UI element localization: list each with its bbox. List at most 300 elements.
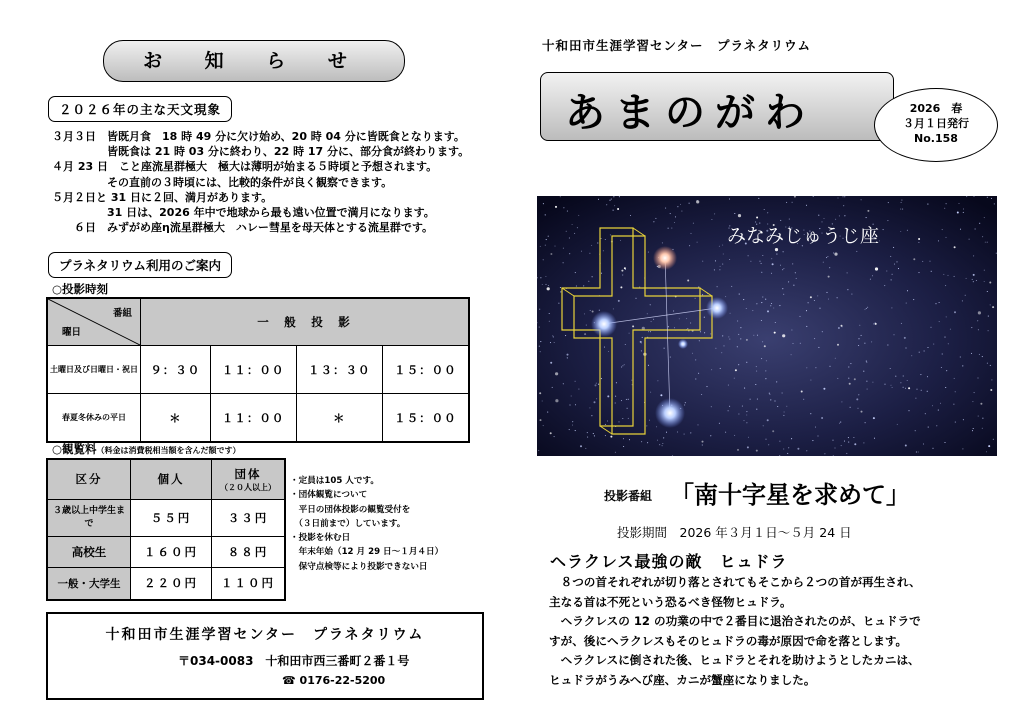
background-star bbox=[990, 389, 992, 391]
background-star bbox=[728, 410, 729, 411]
background-star bbox=[742, 406, 743, 407]
background-star bbox=[844, 215, 845, 216]
background-star bbox=[675, 216, 676, 217]
background-star bbox=[988, 316, 989, 317]
background-star bbox=[680, 204, 681, 205]
background-star bbox=[866, 381, 867, 382]
background-star bbox=[629, 439, 630, 440]
background-star bbox=[891, 279, 892, 280]
background-star bbox=[984, 281, 985, 282]
background-star bbox=[835, 219, 836, 220]
story-line: すが、後にヘラクレスもそのヒュドラの毒が原因で命を落とします。 bbox=[549, 633, 908, 648]
background-star bbox=[613, 196, 614, 197]
background-star bbox=[940, 403, 941, 404]
background-star bbox=[729, 406, 730, 407]
background-star bbox=[833, 252, 834, 253]
astronomy-section-heading: ２０２６年の主な天文現象 bbox=[48, 96, 232, 122]
background-star bbox=[827, 256, 828, 257]
background-star bbox=[631, 380, 632, 381]
background-star bbox=[569, 237, 570, 238]
background-star bbox=[550, 362, 552, 364]
background-star bbox=[735, 369, 737, 371]
background-star bbox=[858, 394, 859, 395]
background-star bbox=[711, 406, 712, 407]
background-star bbox=[723, 345, 724, 346]
background-star bbox=[856, 398, 858, 400]
background-star bbox=[857, 408, 858, 409]
background-star bbox=[671, 228, 672, 229]
background-star bbox=[748, 255, 749, 256]
background-star bbox=[984, 217, 985, 218]
background-star bbox=[839, 215, 840, 216]
background-star bbox=[604, 347, 605, 348]
background-star bbox=[756, 303, 757, 304]
background-star bbox=[650, 304, 651, 305]
background-star bbox=[765, 439, 766, 440]
background-star bbox=[547, 287, 550, 290]
background-star bbox=[960, 229, 961, 230]
background-star bbox=[569, 253, 570, 254]
background-star bbox=[783, 268, 784, 269]
background-star bbox=[720, 266, 721, 267]
background-star bbox=[861, 411, 863, 413]
background-star bbox=[642, 337, 643, 338]
background-star bbox=[722, 335, 723, 336]
background-star bbox=[572, 425, 573, 426]
background-star bbox=[618, 300, 620, 302]
background-star bbox=[574, 233, 575, 234]
background-star bbox=[942, 353, 943, 354]
background-star bbox=[746, 422, 747, 423]
background-star bbox=[991, 379, 992, 380]
background-star bbox=[788, 447, 789, 448]
background-star bbox=[613, 308, 614, 309]
fee-group: １１０円 bbox=[212, 567, 286, 600]
background-star bbox=[647, 313, 648, 314]
background-star bbox=[806, 367, 807, 368]
background-star bbox=[589, 253, 590, 254]
background-star bbox=[817, 295, 818, 296]
background-star bbox=[875, 267, 878, 270]
background-star bbox=[589, 407, 590, 408]
background-star bbox=[823, 218, 824, 219]
background-star bbox=[662, 445, 663, 446]
background-star bbox=[783, 251, 784, 252]
background-star bbox=[853, 437, 854, 438]
story-line: ８つの首それぞれが切り落とされてもそこから２つの首が再生され、 bbox=[549, 575, 921, 589]
background-star bbox=[540, 341, 541, 342]
background-star bbox=[746, 411, 747, 412]
background-star bbox=[784, 411, 785, 412]
background-star bbox=[793, 285, 794, 286]
background-star bbox=[626, 399, 627, 400]
background-star bbox=[913, 299, 914, 300]
background-star bbox=[994, 203, 995, 204]
background-star bbox=[837, 297, 838, 298]
background-star bbox=[935, 303, 936, 304]
background-star bbox=[770, 399, 771, 400]
background-star bbox=[756, 450, 758, 452]
background-star bbox=[924, 350, 925, 351]
background-star bbox=[822, 331, 823, 332]
background-star bbox=[752, 310, 753, 311]
background-star bbox=[648, 252, 649, 253]
background-star bbox=[750, 261, 751, 262]
background-star bbox=[722, 264, 723, 265]
corner-label-day: 曜日 bbox=[62, 327, 82, 338]
background-star bbox=[783, 448, 784, 449]
background-star bbox=[973, 196, 974, 197]
time-cell: １５：００ bbox=[382, 346, 469, 394]
background-star bbox=[739, 294, 740, 295]
background-star bbox=[962, 448, 963, 449]
background-star bbox=[965, 295, 966, 296]
background-star bbox=[692, 353, 693, 354]
background-star bbox=[872, 275, 873, 276]
background-star bbox=[947, 275, 948, 276]
background-star bbox=[777, 406, 778, 407]
background-star bbox=[843, 205, 844, 206]
background-star bbox=[719, 423, 720, 424]
background-star bbox=[740, 338, 741, 339]
background-star bbox=[911, 355, 912, 356]
background-star bbox=[670, 357, 671, 358]
background-star bbox=[625, 344, 626, 345]
astronomy-event-line: 31 日は、2026 年中で地球から最も遠い位置で満月になります。 bbox=[52, 206, 435, 220]
background-star bbox=[617, 208, 619, 210]
background-star bbox=[699, 340, 700, 341]
background-star bbox=[743, 299, 744, 300]
background-star bbox=[553, 336, 554, 337]
background-star bbox=[746, 308, 747, 309]
background-star bbox=[555, 372, 558, 375]
background-star bbox=[668, 228, 669, 229]
telephone-number: 0176-22-5200 bbox=[299, 674, 386, 687]
background-star bbox=[962, 300, 963, 301]
background-star bbox=[904, 337, 906, 339]
background-star bbox=[679, 318, 680, 319]
background-star bbox=[771, 258, 772, 259]
background-star bbox=[593, 433, 594, 434]
background-star bbox=[915, 430, 916, 431]
background-star bbox=[774, 332, 776, 334]
background-star bbox=[900, 209, 901, 210]
background-star bbox=[982, 236, 983, 237]
background-star bbox=[765, 299, 766, 300]
background-star bbox=[905, 388, 906, 389]
background-star bbox=[762, 296, 763, 297]
background-star bbox=[607, 420, 608, 421]
background-star bbox=[782, 334, 785, 337]
background-star bbox=[779, 305, 780, 306]
background-star bbox=[795, 272, 796, 273]
background-star bbox=[918, 242, 919, 243]
background-star bbox=[783, 415, 784, 416]
background-star bbox=[550, 253, 552, 255]
background-star bbox=[792, 343, 793, 344]
background-star bbox=[788, 281, 789, 282]
background-star bbox=[920, 374, 921, 375]
astronomy-events-list bbox=[52, 129, 502, 235]
background-star bbox=[767, 310, 769, 312]
background-star bbox=[592, 276, 593, 277]
background-star bbox=[641, 441, 642, 442]
time-cell: ＊ bbox=[296, 394, 382, 443]
background-star bbox=[554, 436, 555, 437]
time-cell: １１：００ bbox=[210, 394, 296, 443]
background-star bbox=[984, 270, 985, 271]
background-star bbox=[978, 329, 979, 330]
background-star bbox=[690, 233, 691, 234]
phone-icon: ☎ bbox=[282, 674, 296, 687]
background-star bbox=[757, 335, 758, 336]
background-star bbox=[865, 422, 866, 423]
background-star bbox=[689, 245, 690, 246]
background-star bbox=[621, 270, 623, 272]
program-label: 投影番組 bbox=[604, 489, 653, 503]
background-star bbox=[905, 347, 906, 348]
background-star bbox=[686, 318, 687, 319]
background-star bbox=[844, 196, 845, 197]
background-star bbox=[545, 245, 546, 246]
background-star bbox=[890, 385, 891, 386]
background-star bbox=[649, 420, 650, 421]
background-star bbox=[571, 395, 572, 396]
background-star bbox=[761, 358, 762, 359]
background-star bbox=[545, 214, 546, 215]
background-star bbox=[731, 286, 732, 287]
background-star bbox=[560, 196, 561, 197]
background-star bbox=[886, 270, 887, 271]
background-star bbox=[806, 205, 807, 206]
background-star bbox=[629, 333, 630, 334]
background-star bbox=[761, 320, 762, 321]
background-star bbox=[821, 417, 823, 419]
background-star bbox=[767, 419, 769, 421]
background-star bbox=[539, 392, 541, 394]
background-star bbox=[871, 341, 872, 342]
background-star bbox=[547, 412, 548, 413]
background-star bbox=[750, 399, 751, 400]
background-star bbox=[758, 198, 759, 199]
address-box bbox=[46, 612, 484, 700]
background-star bbox=[611, 199, 612, 200]
background-star bbox=[954, 246, 956, 248]
astronomy-event-line: ３月３日 皆既月食 18 時 49 分に欠け始め、20 時 04 分に皆既食となります。 bbox=[52, 130, 465, 143]
background-star bbox=[622, 274, 623, 275]
background-star bbox=[927, 391, 928, 392]
astronomy-event-line: 皆既食は 21 時 03 分に終わり、22 時 17 分に、部分食が終わります。 bbox=[52, 145, 470, 159]
background-star bbox=[563, 383, 564, 384]
background-star bbox=[923, 443, 924, 444]
background-star bbox=[734, 435, 735, 436]
background-star bbox=[988, 445, 990, 447]
background-star bbox=[954, 276, 955, 277]
background-star bbox=[538, 450, 539, 451]
day-label-text: 土曜日及び日曜日・祝日 bbox=[50, 365, 138, 374]
background-star bbox=[608, 351, 609, 352]
background-star bbox=[740, 327, 741, 328]
background-star bbox=[715, 260, 716, 261]
background-star bbox=[768, 444, 769, 445]
background-star bbox=[610, 436, 612, 438]
background-star bbox=[670, 213, 671, 214]
background-star bbox=[810, 296, 812, 298]
background-star bbox=[870, 279, 871, 280]
background-star bbox=[906, 303, 907, 304]
background-star bbox=[916, 451, 917, 452]
background-star bbox=[902, 209, 903, 210]
background-star bbox=[948, 343, 949, 344]
telephone bbox=[282, 674, 385, 687]
background-star bbox=[656, 426, 657, 427]
fee-category: 一般・大学生 bbox=[47, 567, 131, 600]
background-star bbox=[837, 197, 838, 198]
background-star bbox=[563, 207, 564, 208]
background-star bbox=[621, 366, 622, 367]
background-star bbox=[829, 267, 830, 268]
background-star bbox=[545, 284, 546, 285]
background-star bbox=[789, 219, 790, 220]
background-star bbox=[684, 404, 685, 405]
background-star bbox=[601, 238, 602, 239]
story-text bbox=[549, 573, 994, 690]
background-star bbox=[655, 218, 656, 219]
background-star bbox=[764, 209, 765, 210]
background-star bbox=[796, 278, 797, 279]
background-star bbox=[783, 294, 784, 295]
background-star bbox=[990, 304, 991, 305]
background-star bbox=[851, 294, 852, 295]
background-star bbox=[915, 398, 916, 399]
background-star bbox=[896, 261, 897, 262]
background-star bbox=[806, 450, 807, 451]
background-star bbox=[864, 343, 865, 344]
background-star bbox=[674, 327, 675, 328]
background-star bbox=[818, 347, 819, 348]
background-star bbox=[867, 307, 868, 308]
fee-note-line: ・定員は105 人です。 bbox=[290, 476, 379, 486]
background-star bbox=[687, 280, 689, 282]
background-star bbox=[944, 442, 945, 443]
background-star bbox=[702, 444, 703, 445]
background-star bbox=[945, 237, 946, 238]
background-star bbox=[590, 310, 591, 311]
background-star bbox=[847, 272, 848, 273]
background-star bbox=[563, 248, 564, 249]
background-star bbox=[613, 210, 614, 211]
background-star bbox=[772, 263, 774, 265]
background-star bbox=[695, 298, 696, 299]
background-star bbox=[647, 442, 648, 443]
background-star bbox=[954, 378, 955, 379]
background-star bbox=[543, 259, 544, 260]
background-star bbox=[662, 242, 663, 243]
background-star bbox=[689, 203, 690, 204]
background-star bbox=[848, 437, 849, 438]
background-star bbox=[552, 387, 553, 388]
background-star bbox=[569, 404, 570, 405]
background-star bbox=[567, 211, 568, 212]
background-star bbox=[748, 437, 749, 438]
background-star bbox=[728, 385, 729, 386]
fee-group: ８８円 bbox=[212, 536, 286, 567]
background-star bbox=[729, 259, 730, 260]
background-star bbox=[799, 316, 800, 317]
background-star bbox=[828, 276, 830, 278]
background-star bbox=[587, 437, 588, 438]
background-star bbox=[540, 419, 542, 421]
background-star bbox=[622, 365, 623, 366]
story-line: ヘラクレスに倒された後、ヒュドラとそれを助けようとしたカニは、 bbox=[549, 653, 920, 667]
background-star bbox=[841, 401, 842, 402]
background-star bbox=[567, 357, 568, 358]
fee-category: 高校生 bbox=[47, 536, 131, 567]
fees-heading bbox=[52, 441, 241, 457]
background-star bbox=[625, 269, 626, 270]
background-star bbox=[841, 445, 842, 446]
fee-individual: ５５円 bbox=[131, 499, 212, 536]
background-star bbox=[954, 311, 956, 313]
background-star bbox=[555, 206, 557, 208]
background-star bbox=[677, 431, 678, 432]
background-star bbox=[824, 453, 825, 454]
fees-tax-note: （料金は消費税相当額を含んだ額です） bbox=[96, 446, 241, 455]
background-star bbox=[659, 444, 660, 445]
background-star bbox=[978, 311, 981, 314]
background-star bbox=[543, 203, 544, 204]
background-star bbox=[623, 446, 624, 447]
background-star bbox=[757, 399, 758, 400]
background-star bbox=[545, 276, 546, 277]
background-star bbox=[714, 269, 715, 270]
background-star bbox=[908, 387, 910, 389]
background-star bbox=[725, 432, 726, 433]
background-star bbox=[540, 351, 541, 352]
background-star bbox=[698, 373, 699, 374]
background-star bbox=[605, 435, 606, 436]
background-star bbox=[786, 406, 787, 407]
background-star bbox=[595, 384, 597, 386]
background-star bbox=[907, 290, 908, 291]
background-star bbox=[892, 387, 893, 388]
background-star bbox=[782, 392, 783, 393]
background-star bbox=[572, 224, 573, 225]
background-star bbox=[987, 363, 988, 364]
corner-label-program: 番組 bbox=[112, 308, 132, 319]
background-star bbox=[695, 359, 696, 360]
background-star bbox=[815, 367, 816, 368]
background-star bbox=[988, 330, 989, 331]
time-cell: ＊ bbox=[141, 394, 211, 443]
background-star bbox=[717, 286, 718, 287]
background-star bbox=[993, 439, 994, 440]
background-star bbox=[977, 320, 978, 321]
background-star bbox=[931, 271, 932, 272]
background-star bbox=[714, 213, 715, 214]
background-star bbox=[832, 440, 833, 441]
background-star bbox=[539, 309, 540, 310]
background-star bbox=[738, 214, 741, 217]
background-star bbox=[821, 221, 822, 222]
background-star bbox=[982, 356, 983, 357]
background-star bbox=[665, 208, 666, 209]
background-star bbox=[900, 231, 901, 232]
background-star bbox=[775, 322, 776, 323]
background-star bbox=[971, 353, 972, 354]
background-star bbox=[908, 410, 909, 411]
background-star bbox=[797, 448, 799, 450]
